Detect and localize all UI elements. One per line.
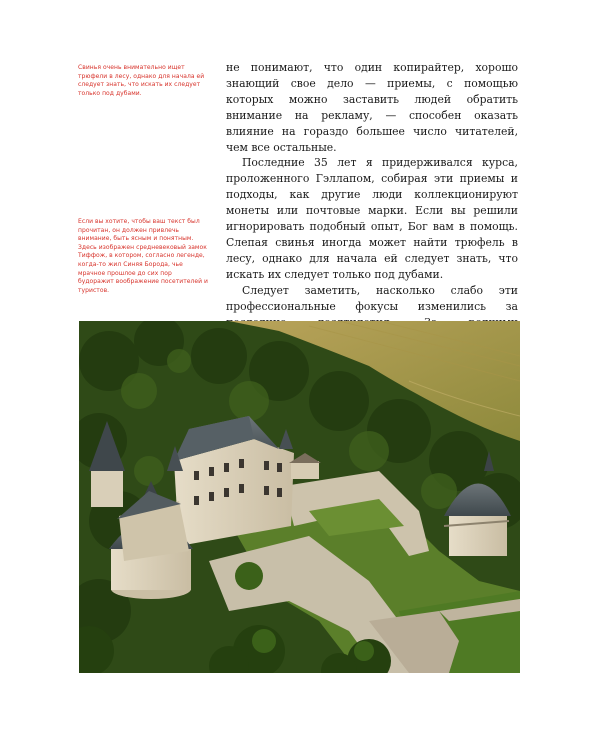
chateau-aerial-photo bbox=[79, 321, 520, 673]
paragraph-3: Следует заметить, насколько слабо эти профессиональные фокусы изменились за bbox=[226, 283, 518, 313]
margin-note-text: Свинья очень внимательно ищет трюфели в лесу, однако для начала ей следует знать, что искать их следует только под дубами. bbox=[78, 64, 205, 97]
paragraph-2: Последние 35 лет я придерживался курса, проложенного Гэллапом, собирая эти приемы и подходы, как другие люди коллекционируют монеты или почтовые марки. Если вы решили игнорировать подобный опыт, Бог вам в помощь. Слепая свинья иногда может найти трюфель в лесу, однако для начала ей следует знать, что искать их следует только под дубами. bbox=[226, 156, 518, 281]
chateau-illustration bbox=[79, 321, 520, 673]
margin-note-bottom bbox=[78, 218, 208, 295]
margin-note-text: Если вы хотите, чтобы ваш текст был прочитан, он должен привлечь внимание, быть ясным и понятным. Здесь изображен средневековый замок Тиффож, в котором, согласно легенде, когда-то жил Синяя Борода, чье мрачное прошлое до сих пор будоражит воображение посетителей и туристов. bbox=[78, 218, 208, 294]
margin-note-top bbox=[78, 64, 208, 98]
paragraph-1: не понимают, что один копирайтер, хорошо знающий свое дело — приемы, с помощью которых можно заставить людей обратить внимание на рекламу, — способен оказать влияние на гораздо большее число читателей, чем все остальные. bbox=[226, 61, 518, 154]
